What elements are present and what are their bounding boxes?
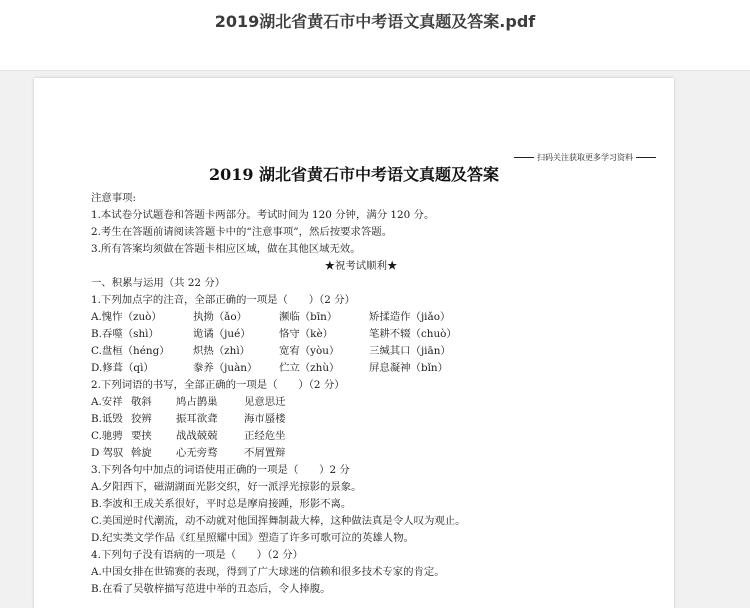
option-term: 炽热（zhì） <box>193 345 251 357</box>
good-luck-wish: ★祝考试顺利★ <box>324 260 398 272</box>
question-4-option: A.中国女排在世锦赛的表现，得到了广大球迷的信赖和很多技术专家的肯定。 <box>91 566 445 578</box>
question-3-option: C.美国逆时代潮流，动不动就对他国挥舞制裁大棒，这种做法真是令人叹为观止。 <box>91 515 466 527</box>
notice-item: 2.考生在答题前请阅读答题卡中的“注意事项”，然后按要求答题。 <box>91 226 393 238</box>
section-heading: 一、积累与运用（共 22 分） <box>91 277 226 289</box>
option-term: 诡谲（jué） <box>193 328 251 340</box>
option-term: B.吞噬（shì） <box>91 328 159 340</box>
pdf-page <box>34 78 674 608</box>
option-term: 狡辨 <box>131 413 152 425</box>
question-1-option-row <box>91 360 661 377</box>
tagline-text: 扫码关注获取更多学习资料 <box>537 153 633 162</box>
document-body <box>91 190 661 598</box>
question-2-option-row <box>91 445 661 462</box>
question-1-option-row <box>91 343 661 360</box>
question-3-stem: 3.下列各句中加点的词语使用正确的一项是（ ）2 分 <box>91 464 350 476</box>
option-term: 濒临（bīn） <box>279 311 338 323</box>
option-term: 正经危坐 <box>244 430 286 442</box>
option-term: 笔耕不辍（chuò） <box>369 328 457 340</box>
file-title: 2019湖北省黄石市中考语文真题及答案.pdf <box>214 12 536 31</box>
option-term: 斡旋 <box>131 447 152 459</box>
question-2-option-row <box>91 428 661 445</box>
option-term: D 驾驭 <box>91 447 124 459</box>
option-term: 伫立（zhù） <box>279 362 340 374</box>
document-heading: 2019 湖北省黄石市中考语文真题及答案 <box>208 165 500 184</box>
question-3-option: A.夕阳西下，磁湖湖面光影交织，好一派浮光掠影的景象。 <box>91 481 362 493</box>
question-1-option-row <box>91 309 661 326</box>
question-2-option-row <box>91 411 661 428</box>
notice-title: 注意事项: <box>91 192 137 204</box>
question-4-option: B.在看了吴敬梓描写范进中举的丑态后，令人捧腹。 <box>91 583 331 595</box>
option-term: 矫揉造作（jiǎo） <box>369 311 451 323</box>
option-term: 海市蜃楼 <box>244 413 286 425</box>
option-term: 敬斜 <box>131 396 152 408</box>
option-term: 豢养（juàn） <box>193 362 258 374</box>
question-1-stem: 1.下列加点字的注音，全部正确的一项是（ ）（2 分） <box>91 294 355 306</box>
tagline-right-rule <box>636 157 656 158</box>
option-term: 执拗（ǎo） <box>193 311 248 323</box>
option-term: 鸠占鹊巢 <box>176 396 218 408</box>
question-2-stem: 2.下列词语的书写，全部正确的一项是（ ）（2 分） <box>91 379 345 391</box>
option-term: 心无旁骛 <box>176 447 218 459</box>
option-term: 屏息凝神（bǐn） <box>369 362 449 374</box>
option-term: 恪守（kè） <box>279 328 334 340</box>
option-term: 要挟 <box>131 430 152 442</box>
question-3-option: B.李波和王成关系很好，平时总是摩肩接踵，形影不离。 <box>91 498 352 510</box>
question-4-stem: 4.下列句子没有语病的一项是（ ）（2 分） <box>91 549 304 561</box>
question-1-option-row <box>91 326 661 343</box>
option-term: C.盘桓（héng） <box>91 345 170 357</box>
option-term: A.安祥 <box>91 396 123 408</box>
option-term: B.诋毁 <box>91 413 123 425</box>
option-term: 战战兢兢 <box>176 430 218 442</box>
option-term: 不屑置辩 <box>244 447 286 459</box>
option-term: 三缄其口（jiān） <box>369 345 451 357</box>
tagline-left-rule <box>514 157 534 158</box>
option-term: 宽宥（yòu） <box>279 345 340 357</box>
option-term: A.愧怍（zuò） <box>91 311 162 323</box>
option-term: C.驰骋 <box>91 430 123 442</box>
notice-item: 1.本试卷分试题卷和答题卡两部分。考试时间为 120 分钟，满分 120 分。 <box>91 209 435 221</box>
viewer-toolbar <box>0 0 750 71</box>
option-term: 见意思迁 <box>244 396 286 408</box>
question-3-option: D.纪实类文学作品《红星照耀中国》塑造了许多可歌可泣的英雄人物。 <box>91 532 414 544</box>
option-term: D.修葺（qì） <box>91 362 154 374</box>
notice-item: 3.所有答案均须做在答题卡相应区域，做在其他区域无效。 <box>91 243 361 255</box>
option-term: 振耳欲聋 <box>176 413 218 425</box>
question-2-option-row <box>91 394 661 411</box>
